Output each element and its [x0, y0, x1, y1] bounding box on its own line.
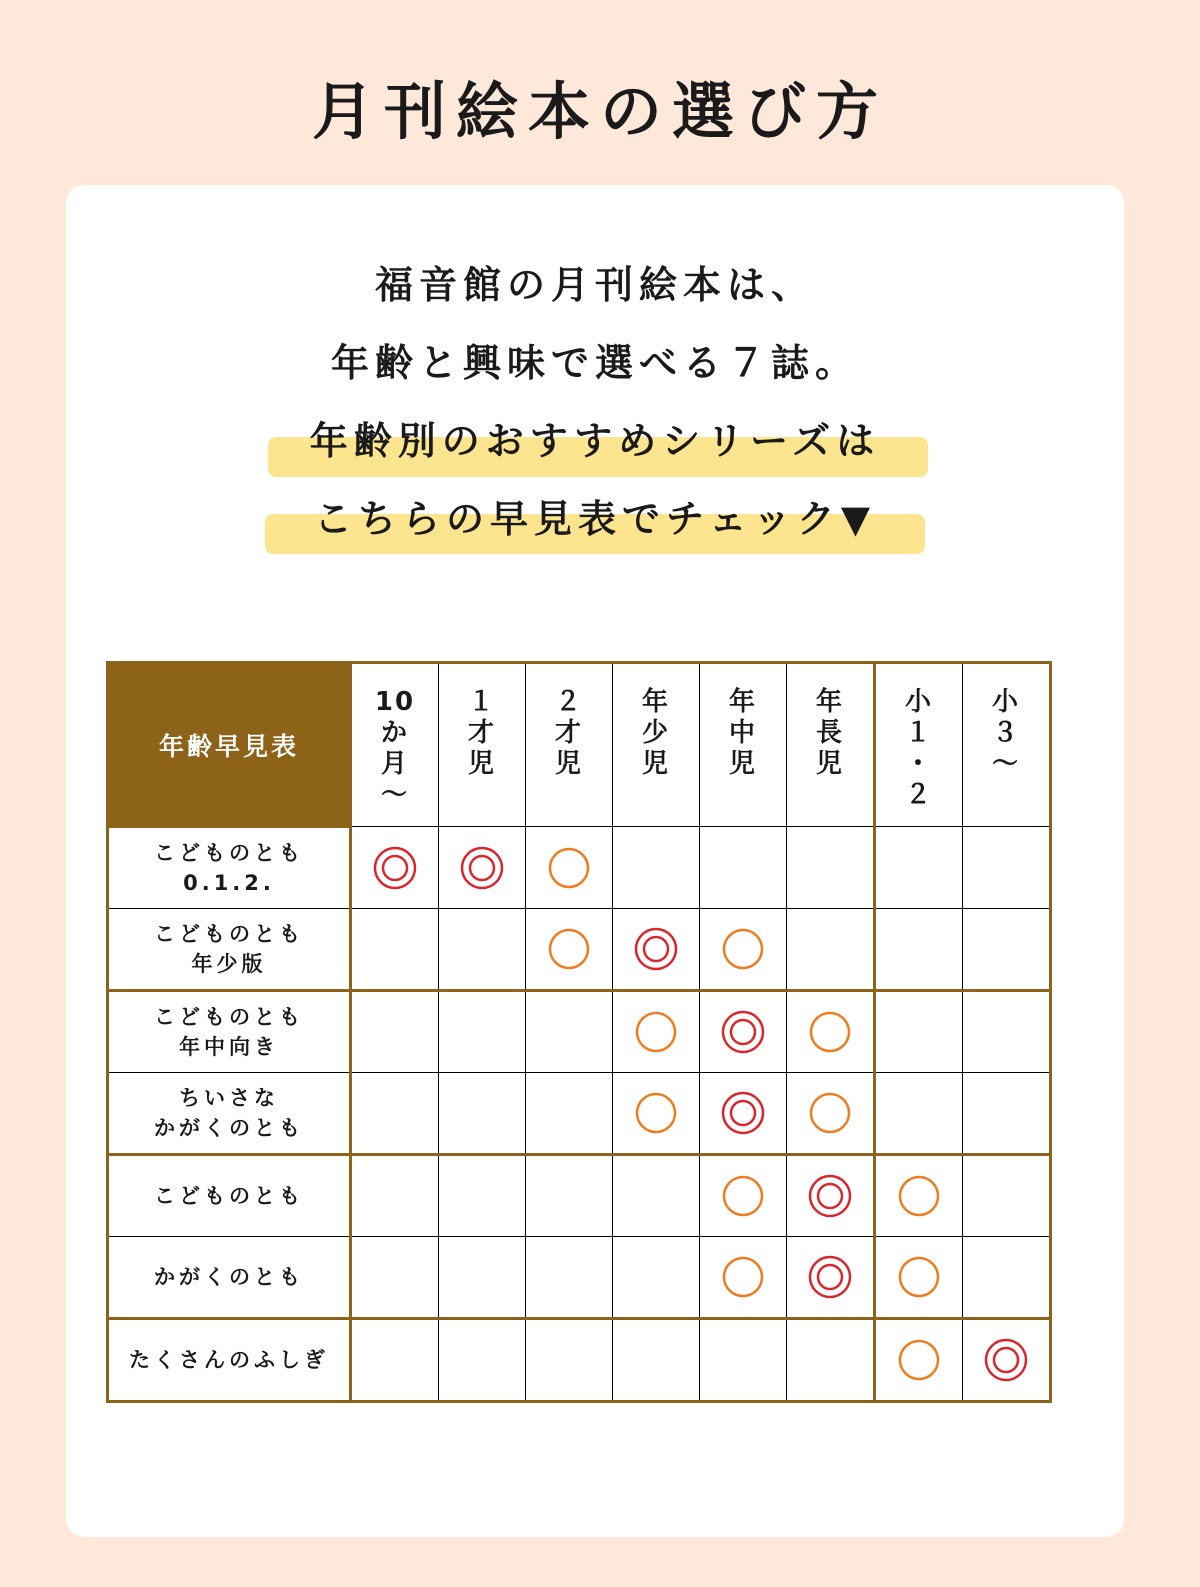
table-cell — [700, 1237, 787, 1319]
age-header-2 — [439, 663, 526, 827]
table-cell — [875, 1073, 963, 1155]
table-cell — [613, 909, 700, 991]
table-cell — [351, 1155, 439, 1237]
table-cell — [526, 991, 613, 1073]
circle-mark — [634, 1010, 678, 1054]
table-cell — [526, 1237, 613, 1319]
age-header-8 — [963, 663, 1051, 827]
table-row — [108, 1073, 1051, 1155]
table-row — [108, 1155, 1051, 1237]
table-cell — [439, 991, 526, 1073]
double-circle-mark — [984, 1338, 1028, 1382]
double-circle-mark — [721, 1091, 765, 1135]
table-cell — [526, 909, 613, 991]
table-corner-label: 年齢早見表 — [108, 663, 351, 827]
circle-mark — [897, 1174, 941, 1218]
age-label: 10 か 月 〜 — [374, 686, 416, 810]
table-cell — [787, 1319, 875, 1402]
table-cell — [700, 1155, 787, 1237]
age-label: 小 ３ 〜 — [991, 686, 1020, 779]
table-cell — [875, 1237, 963, 1319]
table-cell — [351, 1319, 439, 1402]
circle-mark — [634, 1091, 678, 1135]
table-cell — [963, 1319, 1051, 1402]
circle-mark — [808, 1010, 852, 1054]
series-name: かがくのとも — [108, 1237, 351, 1319]
table-cell — [526, 1073, 613, 1155]
double-circle-mark — [808, 1174, 852, 1218]
table-cell — [700, 909, 787, 991]
age-header-6 — [787, 663, 875, 827]
table-cell — [526, 827, 613, 909]
table-cell — [439, 1155, 526, 1237]
table-cell — [439, 1237, 526, 1319]
age-chart-table — [106, 661, 1052, 1403]
table-cell — [875, 1155, 963, 1237]
circle-mark — [897, 1255, 941, 1299]
age-header-3 — [526, 663, 613, 827]
table-cell — [439, 827, 526, 909]
table-cell — [875, 991, 963, 1073]
table-cell — [613, 1319, 700, 1402]
table-cell — [613, 1237, 700, 1319]
circle-mark — [897, 1338, 941, 1382]
page-title: 月刊絵本の選び方 — [311, 75, 888, 148]
table-cell — [351, 1073, 439, 1155]
table-cell — [963, 991, 1051, 1073]
table-cell — [787, 1237, 875, 1319]
series-name: たくさんのふしぎ — [108, 1319, 351, 1402]
circle-mark — [547, 927, 591, 971]
table-cell — [439, 1073, 526, 1155]
double-circle-mark — [634, 927, 678, 971]
table-cell — [787, 1155, 875, 1237]
circle-mark — [721, 1174, 765, 1218]
age-label: ２ 才 児 — [554, 686, 583, 779]
table-cell — [700, 1073, 787, 1155]
series-name: ちいさな かがくのとも — [108, 1073, 351, 1155]
age-label: １ 才 児 — [467, 686, 496, 779]
table-cell — [787, 827, 875, 909]
table-cell — [700, 991, 787, 1073]
table-row — [108, 991, 1051, 1073]
table-cell — [875, 1319, 963, 1402]
age-label: 小 １ ・ ２ — [904, 686, 933, 810]
table-cell — [875, 909, 963, 991]
circle-mark — [808, 1091, 852, 1135]
age-header-7 — [875, 663, 963, 827]
table-cell — [963, 1155, 1051, 1237]
intro-line-3: 年齢別のおすすめシリーズは — [309, 419, 881, 463]
age-label: 年 少 児 — [641, 686, 670, 779]
age-header-1 — [351, 663, 439, 827]
table-row — [108, 1237, 1051, 1319]
circle-mark — [721, 927, 765, 971]
age-header-5 — [700, 663, 787, 827]
table-body — [108, 827, 1051, 1402]
age-label: 年 中 児 — [728, 686, 757, 779]
table-cell — [613, 991, 700, 1073]
circle-mark — [547, 846, 591, 890]
double-circle-mark — [373, 846, 417, 890]
intro-line-2: 年齢と興味で選べる７誌。 — [330, 341, 859, 385]
table-cell — [351, 827, 439, 909]
table-cell — [439, 909, 526, 991]
table-header-row — [108, 663, 1051, 827]
age-header-4 — [613, 663, 700, 827]
double-circle-mark — [460, 846, 504, 890]
series-name: こどものとも 年少版 — [108, 909, 351, 991]
table-cell — [439, 1319, 526, 1402]
table-cell — [787, 1073, 875, 1155]
table-row — [108, 827, 1051, 909]
table-cell — [526, 1319, 613, 1402]
table-cell — [351, 1237, 439, 1319]
table-row — [108, 1319, 1051, 1402]
table-cell — [787, 909, 875, 991]
double-circle-mark — [721, 1010, 765, 1054]
table-cell — [526, 1155, 613, 1237]
table-cell — [700, 1319, 787, 1402]
content-card — [66, 185, 1124, 1537]
double-circle-mark — [808, 1255, 852, 1299]
age-label: 年 長 児 — [815, 686, 844, 779]
table-cell — [351, 909, 439, 991]
table-cell — [613, 1073, 700, 1155]
table-cell — [963, 909, 1051, 991]
series-name: こどものとも 年中向き — [108, 991, 351, 1073]
table-row — [108, 909, 1051, 991]
series-name: こどものとも 0.1.2. — [108, 827, 351, 909]
intro-line-1: 福音館の月刊絵本は、 — [374, 263, 815, 307]
table-cell — [963, 1237, 1051, 1319]
table-cell — [963, 827, 1051, 909]
table-cell — [700, 827, 787, 909]
table-cell — [351, 991, 439, 1073]
table-cell — [875, 827, 963, 909]
table-cell — [963, 1073, 1051, 1155]
series-name: こどものとも — [108, 1155, 351, 1237]
intro-line-4: こちらの早見表でチェック▼ — [313, 497, 877, 541]
circle-mark — [721, 1255, 765, 1299]
table-cell — [613, 1155, 700, 1237]
table-cell — [787, 991, 875, 1073]
table-cell — [613, 827, 700, 909]
